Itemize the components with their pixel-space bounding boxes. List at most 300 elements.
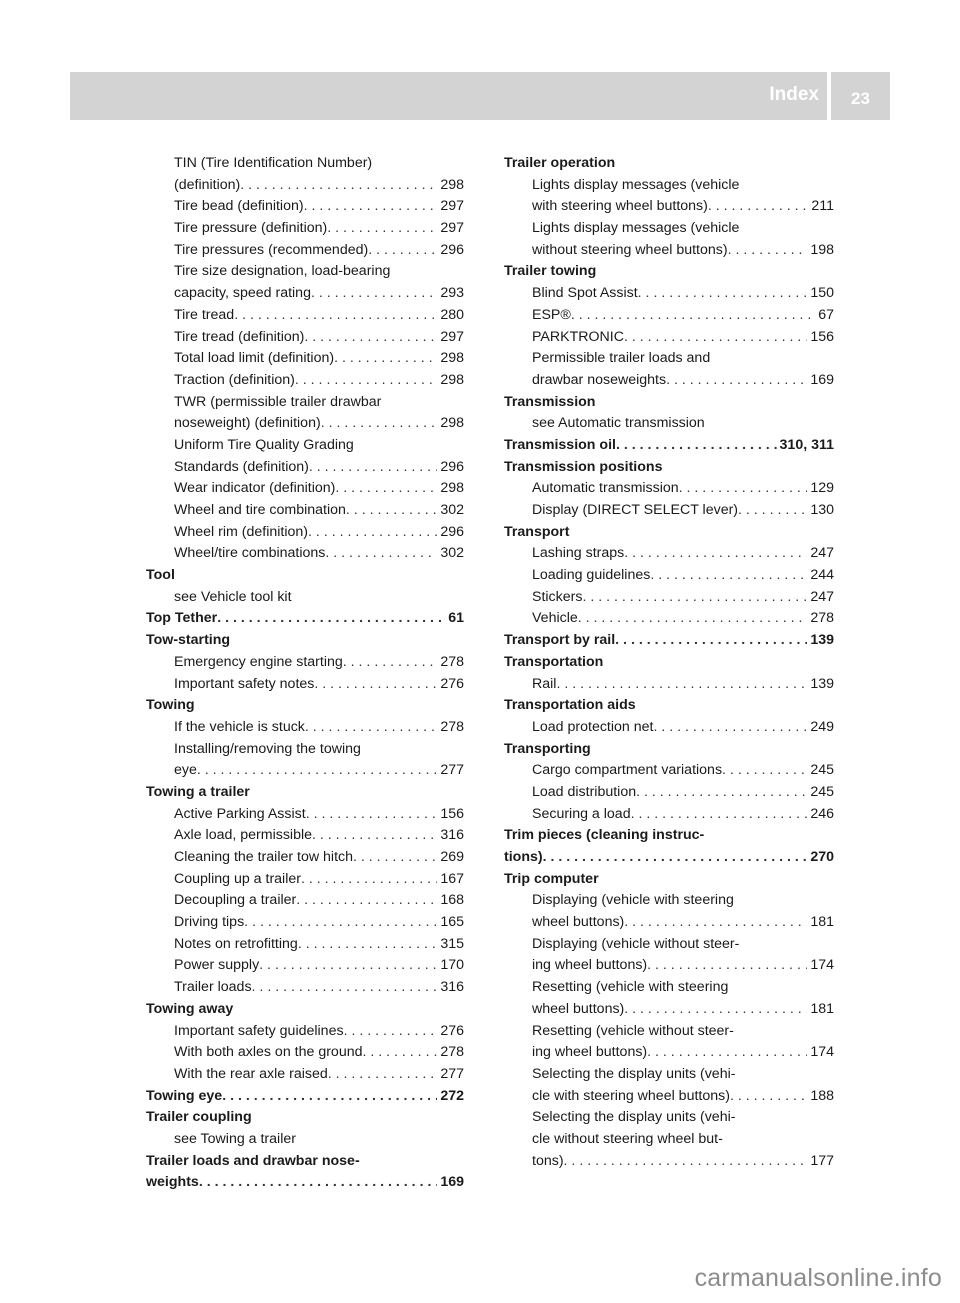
dot-leader bbox=[217, 608, 445, 630]
dot-leader bbox=[636, 782, 807, 804]
index-entry bbox=[146, 587, 464, 609]
entry-text: Tire tread (definition) bbox=[174, 328, 305, 345]
index-entry bbox=[504, 630, 834, 652]
entry-text: drawbar noseweights bbox=[532, 371, 667, 388]
index-entry bbox=[504, 261, 834, 283]
index-entry bbox=[504, 608, 834, 630]
page-reference: 139 bbox=[810, 675, 834, 692]
entry-text: Transmission bbox=[504, 393, 596, 410]
index-entry bbox=[504, 153, 834, 175]
dot-leader bbox=[308, 522, 437, 544]
dot-leader bbox=[363, 1042, 438, 1064]
dot-leader bbox=[325, 543, 437, 565]
page-reference: 181 bbox=[810, 914, 834, 931]
dot-leader bbox=[199, 1172, 438, 1194]
dot-leader bbox=[638, 283, 808, 305]
entry-text: Power supply bbox=[174, 957, 260, 974]
entry-text: Towing eye bbox=[146, 1087, 223, 1104]
dot-leader bbox=[240, 175, 437, 197]
dot-leader bbox=[314, 674, 437, 696]
index-entry bbox=[504, 1129, 834, 1151]
index-entry bbox=[146, 869, 464, 891]
page-title: Index bbox=[769, 84, 819, 105]
index-entry bbox=[146, 370, 464, 392]
index-entry bbox=[146, 175, 464, 197]
entry-text: Transportation aids bbox=[504, 697, 636, 714]
index-entry bbox=[146, 847, 464, 869]
page-reference: 211 bbox=[811, 198, 834, 215]
entry-text: Selecting the display units (vehi- bbox=[532, 1109, 736, 1126]
page-reference: 170 bbox=[440, 957, 464, 974]
page-reference: 316 bbox=[440, 827, 464, 844]
index-entry bbox=[504, 652, 834, 674]
index-column-right bbox=[504, 153, 834, 1172]
index-entry bbox=[504, 543, 834, 565]
index-entry bbox=[146, 934, 464, 956]
index-entry bbox=[504, 869, 834, 891]
dot-leader bbox=[653, 717, 807, 739]
entry-text: Selecting the display units (vehi- bbox=[532, 1065, 736, 1082]
index-entry bbox=[146, 674, 464, 696]
dot-leader bbox=[296, 890, 437, 912]
index-entry bbox=[504, 218, 834, 240]
index-entry bbox=[146, 218, 464, 240]
dot-leader bbox=[197, 760, 437, 782]
index-entry bbox=[504, 760, 834, 782]
page-reference: 165 bbox=[440, 914, 464, 931]
entry-text: Resetting (vehicle with steering bbox=[532, 979, 729, 996]
entry-text: Tool bbox=[146, 567, 175, 584]
dot-leader bbox=[615, 630, 807, 652]
entry-text: Resetting (vehicle without steer- bbox=[532, 1022, 734, 1039]
index-entry bbox=[146, 283, 464, 305]
page-reference: 247 bbox=[810, 545, 834, 562]
entry-text: Installing/removing the towing bbox=[174, 740, 361, 757]
entry-text: ESP® bbox=[532, 306, 571, 323]
index-entry bbox=[504, 955, 834, 977]
index-entry bbox=[146, 804, 464, 826]
index-entry bbox=[146, 500, 464, 522]
index-entry bbox=[146, 717, 464, 739]
entry-text: tons) bbox=[532, 1152, 564, 1169]
dot-leader bbox=[728, 240, 808, 262]
entry-text: Trailer loads and drawbar nose- bbox=[146, 1152, 360, 1169]
dot-leader bbox=[222, 1086, 437, 1108]
index-entry bbox=[504, 1042, 834, 1064]
entry-text: PARKTRONIC bbox=[532, 328, 624, 345]
index-entry bbox=[146, 912, 464, 934]
entry-text: Wheel/tire combinations bbox=[174, 545, 326, 562]
index-entry bbox=[504, 392, 834, 414]
dot-leader bbox=[738, 500, 807, 522]
entry-text: see Automatic transmission bbox=[532, 415, 705, 432]
dot-leader bbox=[321, 413, 438, 435]
index-entry bbox=[146, 782, 464, 804]
page-reference: 297 bbox=[440, 198, 464, 215]
page-reference: 245 bbox=[810, 762, 834, 779]
entry-text: Top Tether bbox=[146, 610, 218, 627]
index-entry bbox=[504, 825, 834, 847]
page-reference: 167 bbox=[440, 870, 464, 887]
entry-text: see Vehicle tool kit bbox=[174, 588, 292, 605]
index-entry bbox=[504, 890, 834, 912]
index-entry bbox=[504, 999, 834, 1021]
entry-text: Important safety guidelines bbox=[174, 1022, 344, 1039]
dot-leader bbox=[311, 283, 437, 305]
index-entry bbox=[504, 196, 834, 218]
page-reference: 244 bbox=[810, 567, 834, 584]
page-reference: 156 bbox=[810, 328, 834, 345]
entry-text: noseweight) (definition) bbox=[174, 415, 321, 432]
page-reference: 169 bbox=[440, 1174, 464, 1191]
entry-text: Tire pressure (definition) bbox=[174, 220, 328, 237]
index-entry bbox=[146, 153, 464, 175]
index-entry bbox=[146, 348, 464, 370]
dot-leader bbox=[582, 587, 807, 609]
index-entry bbox=[504, 1086, 834, 1108]
entry-text: Cargo compartment variations bbox=[532, 762, 723, 779]
index-entry bbox=[504, 413, 834, 435]
dot-leader bbox=[301, 869, 437, 891]
dot-leader bbox=[335, 478, 437, 500]
entry-text: Vehicle bbox=[532, 610, 578, 627]
entry-text: Driving tips bbox=[174, 914, 245, 931]
dot-leader bbox=[298, 934, 438, 956]
index-entry bbox=[146, 565, 464, 587]
page-reference: 277 bbox=[440, 1065, 464, 1082]
entry-text: Tire tread bbox=[174, 306, 235, 323]
page-reference: 297 bbox=[440, 328, 464, 345]
entry-text: cle with steering wheel buttons) bbox=[532, 1087, 730, 1104]
index-entry bbox=[504, 1151, 834, 1173]
dot-leader bbox=[328, 1064, 438, 1086]
index-entry bbox=[504, 1064, 834, 1086]
entry-text: weights bbox=[146, 1174, 199, 1191]
entry-text: Towing away bbox=[146, 1000, 234, 1017]
entry-text: Trip computer bbox=[504, 870, 599, 887]
index-entry bbox=[146, 522, 464, 544]
index-entry bbox=[504, 587, 834, 609]
entry-text: Trailer coupling bbox=[146, 1109, 252, 1126]
dot-leader bbox=[647, 1042, 807, 1064]
index-entry bbox=[146, 825, 464, 847]
index-entry bbox=[504, 522, 834, 544]
entry-text: Displaying (vehicle without steer- bbox=[532, 935, 740, 952]
index-entry bbox=[146, 977, 464, 999]
entry-text: Load distribution bbox=[532, 783, 637, 800]
page-reference: 277 bbox=[440, 762, 464, 779]
dot-leader bbox=[624, 327, 807, 349]
index-entry bbox=[146, 1129, 464, 1151]
dot-leader bbox=[309, 457, 437, 479]
entry-text: With the rear axle raised bbox=[174, 1065, 328, 1082]
index-entry bbox=[146, 1021, 464, 1043]
entry-text: Trailer operation bbox=[504, 155, 616, 171]
entry-text: Wear indicator (definition) bbox=[174, 480, 336, 497]
page-reference: 61 bbox=[448, 610, 464, 627]
dot-leader bbox=[564, 1151, 808, 1173]
dot-leader bbox=[624, 999, 807, 1021]
index-entry bbox=[146, 608, 464, 630]
index-entry bbox=[504, 565, 834, 587]
index-entry bbox=[504, 478, 834, 500]
dot-leader bbox=[306, 804, 438, 826]
page-reference: 315 bbox=[440, 935, 464, 952]
dot-leader bbox=[368, 240, 437, 262]
entry-text: Decoupling a trailer bbox=[174, 892, 297, 909]
page-reference: 139 bbox=[810, 632, 834, 649]
entry-text: ing wheel buttons) bbox=[532, 1044, 648, 1061]
page-reference: 269 bbox=[440, 849, 464, 865]
entry-text: Tire pressures (recommended) bbox=[174, 241, 369, 258]
entry-text: Coupling up a trailer bbox=[174, 870, 301, 887]
page-reference: 302 bbox=[440, 502, 464, 518]
index-entry bbox=[504, 240, 834, 262]
page-reference: 246 bbox=[810, 805, 834, 822]
dot-leader bbox=[343, 652, 438, 674]
dot-leader bbox=[259, 955, 437, 977]
index-entry bbox=[146, 1086, 464, 1108]
index-entry bbox=[146, 760, 464, 782]
entry-text: eye bbox=[174, 762, 197, 779]
index-entry bbox=[146, 999, 464, 1021]
index-entry bbox=[146, 392, 464, 414]
dot-leader bbox=[730, 1086, 807, 1108]
entry-text: Emergency engine starting bbox=[174, 653, 343, 670]
index-entry bbox=[504, 305, 834, 327]
index-entry bbox=[146, 478, 464, 500]
page-reference: 297 bbox=[440, 220, 464, 237]
page-reference: 310, 311 bbox=[779, 436, 834, 453]
page-reference: 177 bbox=[810, 1152, 834, 1169]
dot-leader bbox=[624, 912, 807, 934]
page-reference: 245 bbox=[810, 783, 834, 800]
entry-text: Transport bbox=[504, 523, 570, 540]
entry-text: Towing bbox=[146, 697, 195, 714]
entry-text: If the vehicle is stuck bbox=[174, 718, 305, 735]
page-reference: 198 bbox=[810, 241, 834, 258]
index-entry bbox=[504, 804, 834, 826]
dot-leader bbox=[578, 608, 808, 630]
page-reference: 169 bbox=[810, 371, 834, 388]
dot-leader bbox=[244, 912, 437, 934]
dot-leader bbox=[295, 370, 437, 392]
entry-text: Wheel and tire combination bbox=[174, 502, 346, 518]
page-reference: 316 bbox=[440, 979, 464, 996]
page-reference: 296 bbox=[440, 458, 464, 475]
index-entry bbox=[504, 717, 834, 739]
index-entry bbox=[504, 283, 834, 305]
entry-text: Axle load, permissible bbox=[174, 827, 312, 844]
entry-text: wheel buttons) bbox=[532, 914, 625, 931]
index-entry bbox=[146, 1042, 464, 1064]
dot-leader bbox=[666, 370, 807, 392]
page-reference: 298 bbox=[440, 415, 464, 432]
entry-text: Active Parking Assist bbox=[174, 805, 306, 822]
index-entry bbox=[146, 1064, 464, 1086]
index-entry bbox=[146, 457, 464, 479]
dot-leader bbox=[708, 196, 809, 218]
page-reference: 293 bbox=[440, 285, 464, 302]
index-entry bbox=[504, 695, 834, 717]
dot-leader bbox=[556, 674, 807, 696]
dot-leader bbox=[624, 543, 807, 565]
page-reference: 302 bbox=[440, 545, 464, 562]
dot-leader bbox=[722, 760, 807, 782]
index-entry bbox=[504, 782, 834, 804]
page-header bbox=[70, 72, 890, 120]
entry-text: Towing a trailer bbox=[146, 783, 250, 800]
entry-text: Notes on retrofitting bbox=[174, 935, 298, 952]
dot-leader bbox=[327, 218, 437, 240]
page-reference: 298 bbox=[440, 480, 464, 497]
entry-text: without steering wheel buttons) bbox=[532, 241, 728, 258]
index-entry bbox=[146, 652, 464, 674]
entry-text: Trailer towing bbox=[504, 263, 597, 280]
entry-text: cle without steering wheel but- bbox=[532, 1130, 723, 1147]
page-reference: 278 bbox=[440, 718, 464, 735]
index-entry bbox=[146, 1151, 464, 1173]
entry-text: Standards (definition) bbox=[174, 458, 309, 475]
entry-text: Loading guidelines bbox=[532, 567, 651, 584]
dot-leader bbox=[344, 1021, 438, 1043]
entry-text: With both axles on the ground bbox=[174, 1044, 363, 1061]
dot-leader bbox=[353, 847, 437, 869]
index-entry bbox=[146, 890, 464, 912]
entry-text: see Towing a trailer bbox=[174, 1130, 296, 1147]
entry-text: Total load limit (definition) bbox=[174, 350, 335, 367]
page-reference: 247 bbox=[810, 588, 834, 605]
dot-leader bbox=[679, 478, 808, 500]
watermark: carmanualsonline.info bbox=[694, 1264, 942, 1292]
index-entry bbox=[504, 674, 834, 696]
entry-text: ing wheel buttons) bbox=[532, 957, 648, 974]
entry-text: Transmission positions bbox=[504, 458, 663, 475]
entry-text: Lights display messages (vehicle bbox=[532, 176, 740, 193]
index-entry bbox=[504, 435, 834, 457]
index-entry bbox=[504, 934, 834, 956]
index-entry bbox=[504, 457, 834, 479]
page-reference: 129 bbox=[810, 480, 834, 497]
index-entry bbox=[146, 413, 464, 435]
dot-leader bbox=[312, 825, 437, 847]
index-entry bbox=[146, 543, 464, 565]
page-reference: 188 bbox=[810, 1087, 834, 1104]
entry-text: Tow-starting bbox=[146, 632, 231, 649]
page-reference: 278 bbox=[440, 1044, 464, 1061]
page-reference: 174 bbox=[810, 1044, 834, 1061]
page-reference: 276 bbox=[440, 675, 464, 692]
index-entry bbox=[504, 500, 834, 522]
entry-text: Tire bead (definition) bbox=[174, 198, 304, 215]
page-reference: 67 bbox=[818, 306, 834, 323]
index-entry bbox=[146, 327, 464, 349]
page-reference: 270 bbox=[810, 849, 834, 865]
page-reference: 181 bbox=[810, 1000, 834, 1017]
entry-text: Displaying (vehicle with steering bbox=[532, 892, 734, 909]
index-entry bbox=[146, 1107, 464, 1129]
entry-text: Lights display messages (vehicle bbox=[532, 220, 740, 237]
index-column-left bbox=[146, 153, 464, 1194]
page-reference: 298 bbox=[440, 176, 464, 193]
header-bar bbox=[70, 72, 827, 120]
index-entry bbox=[504, 175, 834, 197]
entry-text: Permissible trailer loads and bbox=[532, 350, 711, 367]
dot-leader bbox=[346, 500, 437, 522]
index-entry bbox=[146, 435, 464, 457]
page-reference: 278 bbox=[810, 610, 834, 627]
index-entry bbox=[504, 847, 834, 869]
index-entry bbox=[504, 739, 834, 761]
index-entry bbox=[504, 1021, 834, 1043]
dot-leader bbox=[334, 348, 437, 370]
entry-text: Transmission oil bbox=[504, 436, 616, 453]
entry-text: Stickers bbox=[532, 588, 583, 605]
entry-text: Automatic transmission bbox=[532, 480, 679, 497]
index-entry bbox=[146, 1172, 464, 1194]
entry-text: Tire size designation, load-bearing bbox=[174, 263, 391, 280]
entry-text: capacity, speed rating bbox=[174, 285, 311, 302]
entry-text: Transporting bbox=[504, 740, 591, 757]
index-entry bbox=[146, 196, 464, 218]
page-reference: 249 bbox=[810, 718, 834, 735]
entry-text: Cleaning the trailer tow hitch bbox=[174, 849, 354, 865]
entry-text: Trim pieces (cleaning instruc- bbox=[504, 827, 705, 844]
index-entry bbox=[146, 955, 464, 977]
entry-text: Display (DIRECT SELECT lever) bbox=[532, 502, 739, 518]
page-reference: 280 bbox=[440, 306, 464, 323]
entry-text: Uniform Tire Quality Grading bbox=[174, 436, 354, 453]
dot-leader bbox=[543, 847, 808, 869]
entry-text: Rail bbox=[532, 675, 557, 692]
dot-leader bbox=[304, 327, 437, 349]
index-entry bbox=[504, 912, 834, 934]
page-reference: 298 bbox=[440, 350, 464, 367]
index-entry bbox=[504, 370, 834, 392]
index-entry bbox=[146, 261, 464, 283]
entry-text: wheel buttons) bbox=[532, 1000, 625, 1017]
index-entry bbox=[146, 695, 464, 717]
page-reference: 174 bbox=[810, 957, 834, 974]
entry-text: tions) bbox=[504, 849, 543, 865]
page-reference: 296 bbox=[440, 523, 464, 540]
entry-text: Wheel rim (definition) bbox=[174, 523, 309, 540]
page-reference: 298 bbox=[440, 371, 464, 388]
index-entry bbox=[146, 305, 464, 327]
dot-leader bbox=[252, 977, 438, 999]
page-reference: 276 bbox=[440, 1022, 464, 1039]
entry-text: Lashing straps bbox=[532, 545, 625, 562]
page-reference: 130 bbox=[810, 502, 834, 518]
entry-text: Transport by rail bbox=[504, 632, 616, 649]
page-reference: 150 bbox=[810, 285, 834, 302]
page-reference: 278 bbox=[440, 653, 464, 670]
dot-leader bbox=[305, 717, 437, 739]
page-reference: 168 bbox=[440, 892, 464, 909]
entry-text: Blind Spot Assist bbox=[532, 285, 638, 302]
entry-text: Load protection net bbox=[532, 718, 654, 735]
entry-text: Transportation bbox=[504, 653, 604, 670]
index-entry bbox=[146, 630, 464, 652]
entry-text: Traction (definition) bbox=[174, 371, 295, 388]
entry-text: Important safety notes bbox=[174, 675, 315, 692]
index-entry bbox=[146, 240, 464, 262]
entry-text: with steering wheel buttons) bbox=[532, 198, 708, 215]
dot-leader bbox=[650, 565, 807, 587]
dot-leader bbox=[234, 305, 437, 327]
entry-text: TWR (permissible trailer drawbar bbox=[174, 393, 382, 410]
entry-text: Trailer loads bbox=[174, 979, 252, 996]
